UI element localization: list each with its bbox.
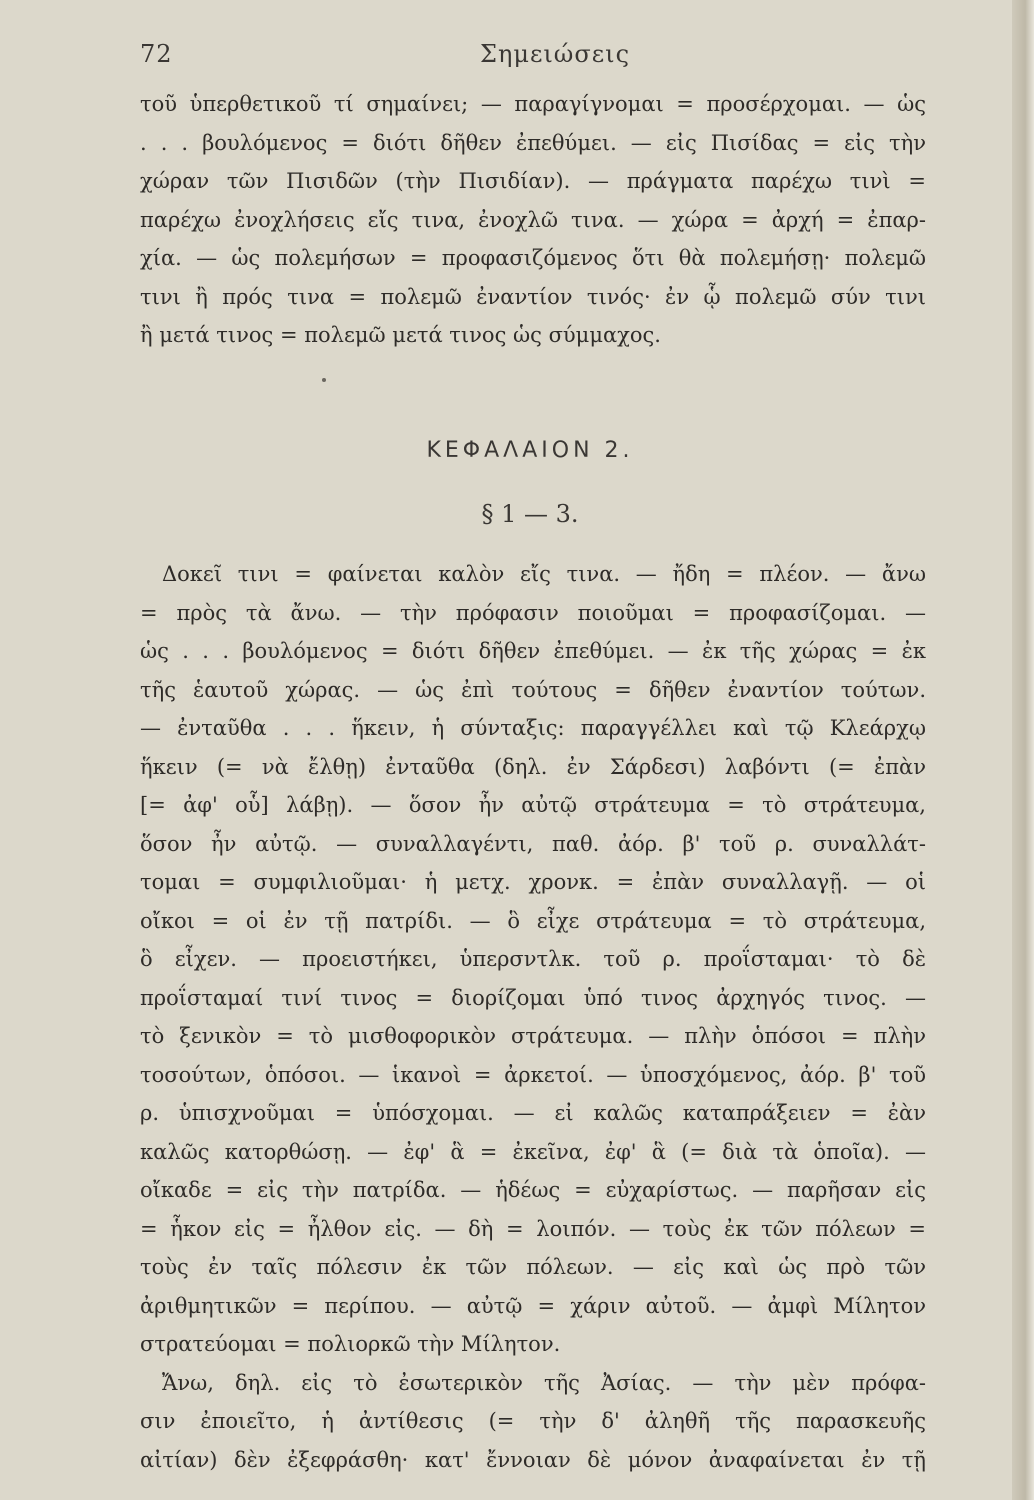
text-line: Δοκεῖ τινι = φαίνεται καλὸν εἴς τινα. — ἤδη = πλέον. — ἄνω (162, 562, 926, 586)
text-line: χία. — ὡς πολεμήσων = προφασιζόμενος ὅτι θὰ πολεμήσῃ· πολεμῶ (140, 246, 926, 270)
text-line: παρέχω ἐνοχλήσεις εἴς τινα, ἐνοχλῶ τινα. — χώρα = ἀρχή = ἐπαρ- (140, 207, 926, 232)
page-edge-shadow (1012, 0, 1034, 1500)
text-line: στρατεύομαι = πολιορκῶ τὴν Μίλητον. (140, 1332, 561, 1356)
text-line: [= ἀφ' οὗ] λάβῃ). — ὅσον ἦν αὐτῷ στράτευμα = τὸ στράτευμα, (140, 793, 926, 817)
text-line: αἰτίαν) δὲν ἐξεφράσθη· κατ' ἔννοιαν δὲ μόνον ἀναφαίνεται ἐν τῇ (140, 1447, 926, 1472)
text-line: = πρὸς τὰ ἄνω. — τὴν πρόφασιν ποιοῦμαι = προφασίζομαι. — (140, 600, 926, 625)
text-line: τοῦ ὑπερθετικοῦ τί σημαίνει; — παραγίγνομαι = προσέρχομαι. — ὡς (140, 92, 926, 116)
text-line: ρ. ὑπισχνοῦμαι = ὑπόσχομαι. — εἰ καλῶς καταπράξειεν = ἐὰν (140, 1101, 926, 1125)
text-line: ἥκειν (= νὰ ἔλθῃ) ἐνταῦθα (δηλ. ἐν Σάρδεσι) λαβόντι (= ἐπὰν (140, 754, 926, 779)
notes-paragraph-2 (140, 555, 926, 1479)
text-line: οἴκαδε = εἰς τὴν πατρίδα. — ἡδέως = εὐχαρίστως. — παρῆσαν εἰς (140, 1178, 926, 1202)
print-speck (322, 378, 326, 382)
text-line: ἀριθμητικῶν = περίπου. — αὐτῷ = χάριν αὐτοῦ. — ἀμφὶ Μίλητον (140, 1293, 926, 1318)
text-line: = ἧκον εἰς = ἦλθον εἰς. — δὴ = λοιπόν. — τοὺς ἐκ τῶν πόλεων = (140, 1216, 926, 1241)
text-line: τοσούτων, ὁπόσοι. — ἱκανοὶ = ἀρκετοί. — ὑποσχόμενος, ἀόρ. β' τοῦ (140, 1062, 926, 1087)
notes-paragraph-1 (140, 85, 926, 355)
text-line: τὸ ξενικὸν = τὸ μισθοφορικὸν στράτευμα. — πλὴν ὁπόσοι = πλὴν (140, 1024, 926, 1048)
text-line: τῆς ἑαυτοῦ χώρας. — ὡς ἐπὶ τούτους = δῆθεν ἐναντίον τούτων. (140, 677, 926, 702)
text-line: — ἐνταῦθα . . . ἥκειν, ἡ σύνταξις: παραγγέλλει καὶ τῷ Κλεάρχῳ (140, 716, 926, 740)
text-line: καλῶς κατορθώσῃ. — ἐφ' ἃ = ἐκεῖνα, ἐφ' ἃ (= διὰ τὰ ὁποῖα). — (140, 1139, 926, 1164)
text-line: ὅσον ἦν αὐτῷ. — συναλλαγέντι, παθ. ἀόρ. β' τοῦ ρ. συναλλάτ- (140, 831, 926, 856)
text-line: Ἄνω, δηλ. εἰς τὸ ἐσωτερικὸν τῆς Ἀσίας. — τὴν μὲν πρόφα- (162, 1370, 926, 1395)
text-line: προΐσταμαί τινί τινος = διορίζομαι ὑπό τινος ἀρχηγός τινος. — (140, 985, 926, 1010)
chapter-heading: ΚΕΦΑΛΑΙΟΝ 2. (426, 438, 634, 463)
text-line: ἢ μετά τινος = πολεμῶ μετά τινος ὡς σύμμαχος. (140, 323, 661, 347)
text-line: τοὺς ἐν ταῖς πόλεσιν ἐκ τῶν πόλεων. — εἰς καὶ ὡς πρὸ τῶν (140, 1255, 926, 1279)
text-line: χώραν τῶν Πισιδῶν (τὴν Πισιδίαν). — πράγματα παρέχω τινὶ = (140, 169, 926, 193)
text-line: ὃ εἶχεν. — προειστήκει, ὑπερσντλκ. τοῦ ρ. προΐσταμαι· τὸ δὲ (140, 947, 926, 971)
page-number: 72 (140, 40, 173, 68)
text-line: τινι ἢ πρός τινα = πολεμῶ ἐναντίον τινός· ἐν ᾧ πολεμῶ σύν τινι (140, 284, 926, 309)
section-heading: § 1 — 3. (481, 500, 579, 528)
text-line: οἴκοι = οἱ ἐν τῇ πατρίδι. — ὃ εἶχε στράτευμα = τὸ στράτευμα, (140, 908, 926, 933)
running-title: Σημειώσεις (480, 40, 631, 68)
text-line: σιν ἐποιεῖτο, ἡ ἀντίθεσις (= τὴν δ' ἀληθῆ τῆς παρασκευῆς (140, 1409, 926, 1433)
page-header (140, 40, 920, 80)
text-line: τομαι = συμφιλιοῦμαι· ἡ μετχ. χρονκ. = ἐπὰν συναλλαγῇ. — οἱ (140, 870, 926, 894)
text-line: ὡς . . . βουλόμενος = διότι δῆθεν ἐπεθύμει. — ἐκ τῆς χώρας = ἐκ (140, 639, 926, 663)
text-line: . . . βουλόμενος = διότι δῆθεν ἐπεθύμει. — εἰς Πισίδας = εἰς τὴν (140, 130, 926, 155)
